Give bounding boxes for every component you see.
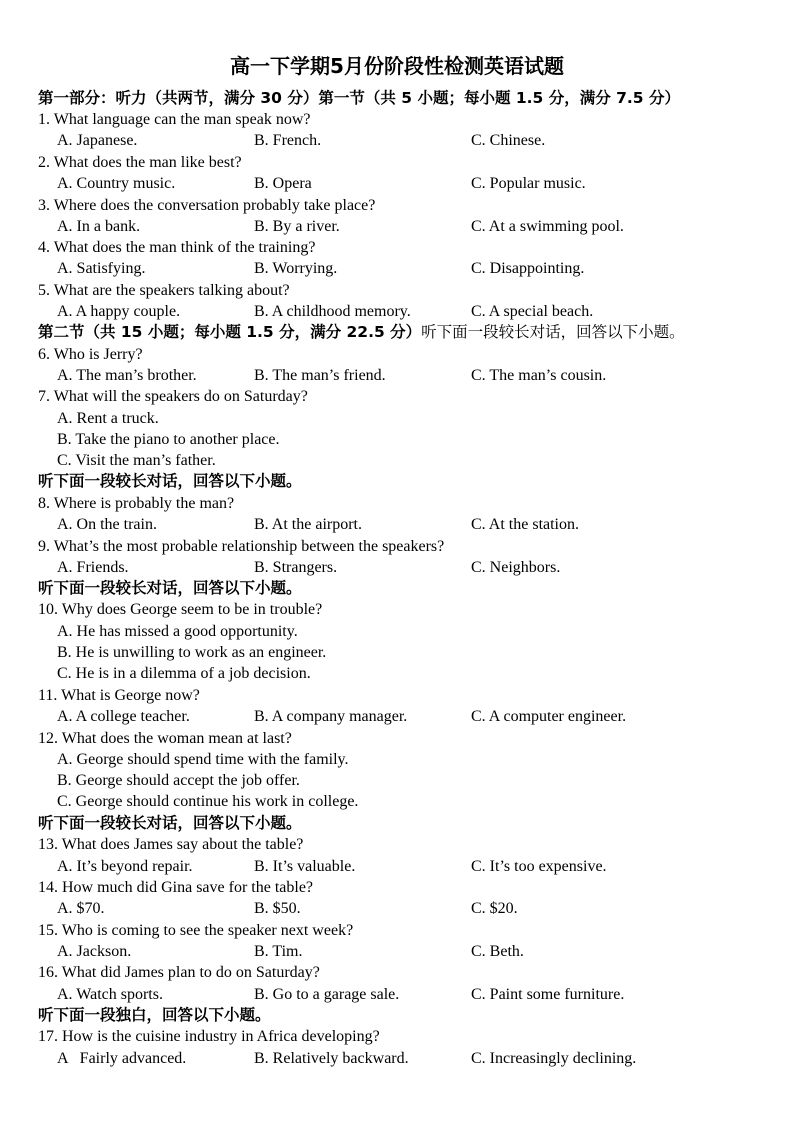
part1-header: 第一部分：听力（共两节，满分 30 分）第一节（共 5 小题；每小题 1.5 分，满分 7.5 分） bbox=[38, 89, 680, 107]
q16-option-b: B. Go to a garage sale. bbox=[254, 986, 400, 1003]
q14-option-c: C. $20. bbox=[471, 900, 518, 917]
q5-option-b: B. A childhood memory. bbox=[254, 303, 411, 320]
q10-option-c: C. He is in a dilemma of a job decision. bbox=[57, 665, 311, 682]
q15-option-a: A. Jackson. bbox=[57, 943, 132, 960]
question-17: 17. How is the cuisine industry in Africa developing? bbox=[38, 1028, 380, 1045]
q9-option-b: B. Strangers. bbox=[254, 559, 338, 576]
q2-option-a: A. Country music. bbox=[57, 175, 176, 192]
q5-option-a: A. A happy couple. bbox=[57, 303, 181, 320]
question-2: 2. What does the man like best? bbox=[38, 154, 242, 171]
q12-option-a: A. George should spend time with the family. bbox=[57, 751, 349, 768]
q5-option-c: C. A special beach. bbox=[471, 303, 594, 320]
q17-option-c: C. Increasingly declining. bbox=[471, 1050, 637, 1067]
q6-option-c: C. The man’s cousin. bbox=[471, 367, 607, 384]
q4-option-b: B. Worrying. bbox=[254, 260, 338, 277]
question-15: 15. Who is coming to see the speaker next week? bbox=[38, 922, 354, 939]
q8-option-c: C. At the station. bbox=[471, 516, 579, 533]
section2-header bbox=[38, 322, 685, 343]
q4-option-c: C. Disappointing. bbox=[471, 260, 585, 277]
question-1: 1. What language can the man speak now? bbox=[38, 111, 311, 128]
question-10: 10. Why does George seem to be in trouble? bbox=[38, 601, 323, 618]
q2-option-c: C. Popular music. bbox=[471, 175, 586, 192]
question-3: 3. Where does the conversation probably take place? bbox=[38, 197, 376, 214]
q11-option-b: B. A company manager. bbox=[254, 708, 408, 725]
q15-option-b: B. Tim. bbox=[254, 943, 303, 960]
question-11: 11. What is George now? bbox=[38, 687, 200, 704]
q16-option-a: A. Watch sports. bbox=[57, 986, 163, 1003]
question-13: 13. What does James say about the table? bbox=[38, 836, 304, 853]
q13-option-b: B. It’s valuable. bbox=[254, 858, 356, 875]
q11-option-a: A. A college teacher. bbox=[57, 708, 190, 725]
q6-option-b: B. The man’s friend. bbox=[254, 367, 386, 384]
q17-option-a: A Fairly advanced. bbox=[57, 1050, 187, 1067]
q3-option-b: B. By a river. bbox=[254, 218, 340, 235]
question-14: 14. How much did Gina save for the table? bbox=[38, 879, 314, 896]
question-4: 4. What does the man think of the training? bbox=[38, 239, 316, 256]
question-5: 5. What are the speakers talking about? bbox=[38, 282, 290, 299]
question-16: 16. What did James plan to do on Saturday? bbox=[38, 964, 320, 981]
q11-option-c: C. A computer engineer. bbox=[471, 708, 627, 725]
q8-option-b: B. At the airport. bbox=[254, 516, 362, 533]
q14-option-b: B. $50. bbox=[254, 900, 301, 917]
q3-option-a: A. In a bank. bbox=[57, 218, 141, 235]
q8-option-a: A. On the train. bbox=[57, 516, 157, 533]
q16-option-c: C. Paint some furniture. bbox=[471, 986, 625, 1003]
dialogue-instruction-3: 听下面一段较长对话，回答以下小题。 bbox=[38, 814, 302, 832]
dialogue-instruction-1: 听下面一段较长对话，回答以下小题。 bbox=[38, 472, 302, 490]
q9-option-c: C. Neighbors. bbox=[471, 559, 561, 576]
q9-option-a: A. Friends. bbox=[57, 559, 129, 576]
exam-title: 高一下学期5月份阶段性检测英语试题 bbox=[230, 54, 564, 78]
monologue-instruction: 听下面一段独白，回答以下小题。 bbox=[38, 1006, 271, 1024]
q7-option-a: A. Rent a truck. bbox=[57, 410, 159, 427]
q7-option-c: C. Visit the man’s father. bbox=[57, 452, 216, 469]
q10-option-a: A. He has missed a good opportunity. bbox=[57, 623, 298, 640]
q1-option-c: C. Chinese. bbox=[471, 132, 546, 149]
q12-option-b: B. George should accept the job offer. bbox=[57, 772, 300, 789]
q14-option-a: A. $70. bbox=[57, 900, 105, 917]
q2-option-b: B. Opera bbox=[254, 175, 312, 192]
question-8: 8. Where is probably the man? bbox=[38, 495, 235, 512]
question-12: 12. What does the woman mean at last? bbox=[38, 730, 292, 747]
q1-option-a: A. Japanese. bbox=[57, 132, 138, 149]
section2-header-instruction: 听下面一段较长对话，回答以下小题。 bbox=[421, 323, 685, 341]
q4-option-a: A. Satisfying. bbox=[57, 260, 146, 277]
q10-option-b: B. He is unwilling to work as an engineer. bbox=[57, 644, 327, 661]
q7-option-b: B. Take the piano to another place. bbox=[57, 431, 280, 448]
q3-option-c: C. At a swimming pool. bbox=[471, 218, 624, 235]
section2-header-title: 第二节（共 15 小题；每小题 1.5 分，满分 22.5 分） bbox=[38, 323, 422, 341]
dialogue-instruction-2: 听下面一段较长对话，回答以下小题。 bbox=[38, 579, 302, 597]
q12-option-c: C. George should continue his work in college. bbox=[57, 793, 359, 810]
q1-option-b: B. French. bbox=[254, 132, 322, 149]
question-9: 9. What’s the most probable relationship between the speakers? bbox=[38, 538, 445, 555]
question-6: 6. Who is Jerry? bbox=[38, 346, 143, 363]
q13-option-c: C. It’s too expensive. bbox=[471, 858, 607, 875]
q15-option-c: C. Beth. bbox=[471, 943, 524, 960]
q17-option-b: B. Relatively backward. bbox=[254, 1050, 409, 1067]
q6-option-a: A. The man’s brother. bbox=[57, 367, 197, 384]
q13-option-a: A. It’s beyond repair. bbox=[57, 858, 193, 875]
question-7: 7. What will the speakers do on Saturday? bbox=[38, 388, 308, 405]
